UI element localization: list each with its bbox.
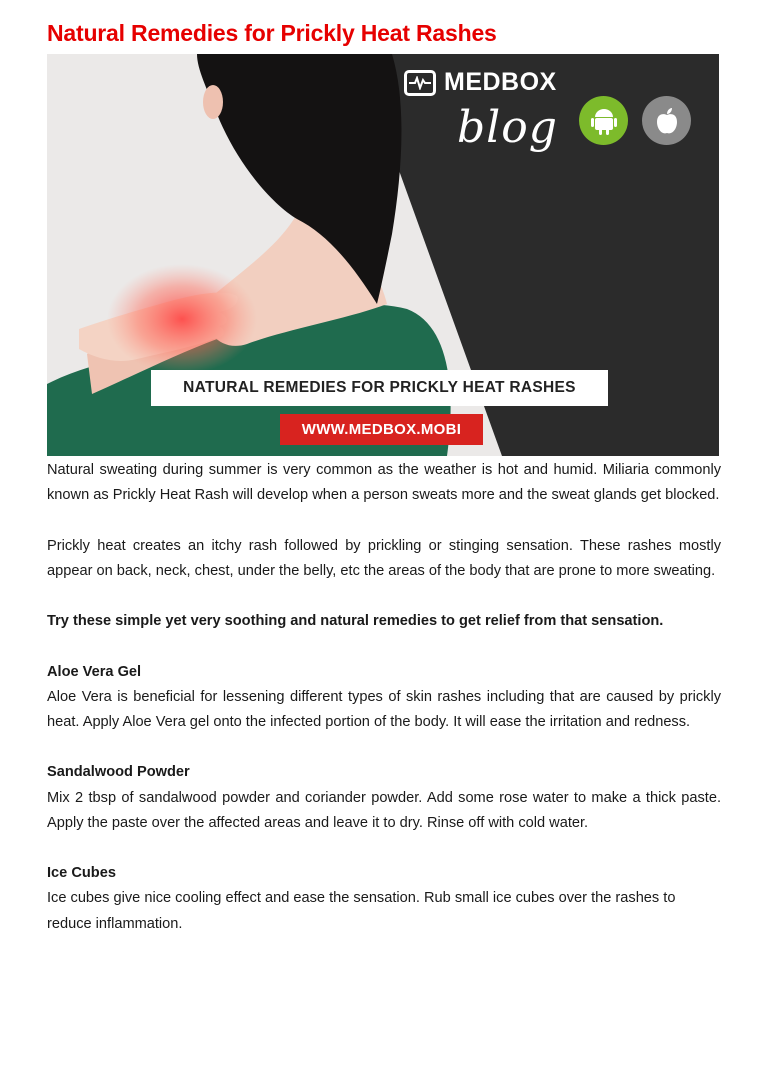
remedy-heading: Ice Cubes — [47, 865, 116, 882]
remedy-text: Aloe Vera is beneficial for lessening different types of skin rashes including that are caused by prickly heat. Apply Aloe Vera gel onto the infected portion of the body. It will ease the irritation and redness. — [47, 688, 721, 730]
banner-caption: NATURAL REMEDIES FOR PRICKLY HEAT RASHES — [151, 370, 608, 406]
symptoms-paragraph: Prickly heat creates an itchy rash followed by prickling or stinging sensation. These rashes mostly appear on back, neck, chest, under the belly, etc the areas of the body that are prone to more sweating. — [47, 537, 721, 579]
heartbeat-icon — [404, 70, 436, 96]
remedy-text: Ice cubes give nice cooling effect and ease the sensation. Rub small ice cubes over the rashes to reduce inflammation. — [47, 890, 676, 932]
intro-paragraph: Natural sweating during summer is very common as the weather is hot and humid. Miliaria commonly known as Prickly Heat Rash will develop when a person sweats more and the sweat glands get blocked. — [47, 462, 721, 504]
apple-icon — [642, 96, 691, 145]
banner-image — [47, 54, 719, 456]
remedy-ice-cubes — [47, 861, 721, 937]
remedy-sandalwood — [47, 760, 721, 836]
remedy-heading: Sandalwood Powder — [47, 764, 190, 781]
article-body — [47, 458, 721, 937]
medbox-logo — [404, 68, 557, 97]
blog-script: blog — [457, 102, 558, 153]
remedy-heading: Aloe Vera Gel — [47, 663, 142, 680]
android-icon — [579, 96, 628, 145]
banner-url: WWW.MEDBOX.MOBI — [280, 414, 483, 445]
page-title: Natural Remedies for Prickly Heat Rashes — [47, 20, 497, 46]
rash-glow — [107, 264, 257, 374]
remedy-text: Mix 2 tbsp of sandalwood powder and coriander powder. Add some rose water to make a thick paste. Apply the paste over the affected areas and leave it to dry. Rinse off with cold water. — [47, 789, 721, 831]
remedy-aloe-vera — [47, 660, 721, 736]
ear — [203, 85, 223, 119]
cta-paragraph: Try these simple yet very soothing and natural remedies to get relief from that sensation. — [47, 613, 664, 630]
brand-name: MEDBOX — [444, 68, 557, 96]
